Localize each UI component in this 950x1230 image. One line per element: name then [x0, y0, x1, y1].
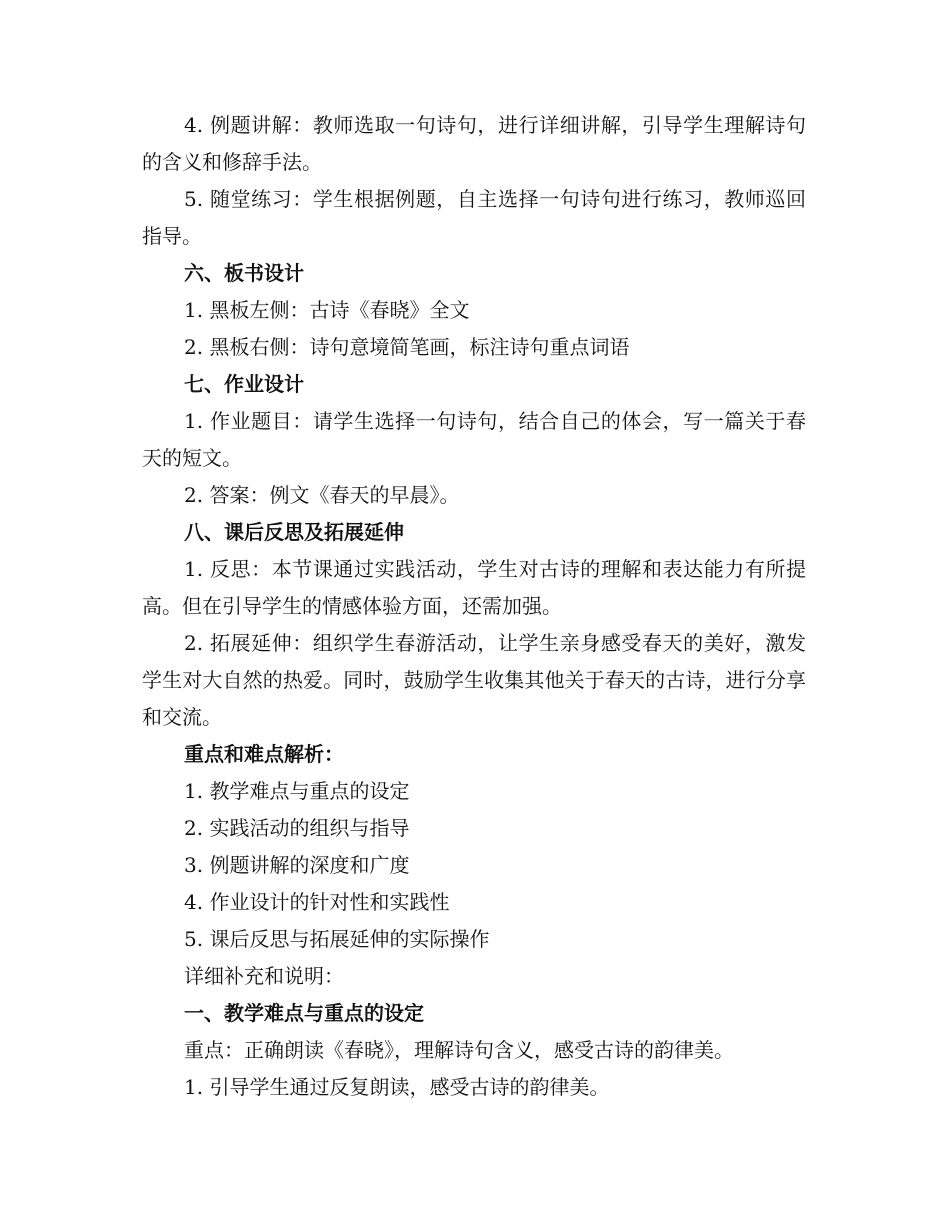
- list-item-key-point-3: 3. 例题讲解的深度和广度: [184, 853, 410, 877]
- heading-homework-design: 七、作业设计: [184, 372, 304, 396]
- heading-blackboard-design: 六、板书设计: [184, 261, 304, 285]
- paragraph-homework-answer: 2. 答案：例文《春天的早晨》。: [184, 483, 460, 507]
- paragraph-blackboard-left: 1. 黑板左侧：古诗《春晓》全文: [184, 298, 470, 322]
- paragraph-guide-reading: 1. 引导学生通过反复朗读，感受古诗的韵律美。: [184, 1075, 610, 1099]
- paragraph-homework-task: 1. 作业题目：请学生选择一句诗句，结合自己的体会，写一篇关于春天的短文。: [142, 409, 806, 470]
- paragraph-detailed-notes-label: 详细补充和说明：: [184, 964, 344, 988]
- paragraph-key-focus: 重点：正确朗读《春晓》，理解诗句含义，感受古诗的韵律美。: [184, 1038, 734, 1062]
- heading-key-difficult-points: 重点和难点解析：: [184, 742, 344, 766]
- paragraph-blackboard-right: 2. 黑板右侧：诗句意境简笔画，标注诗句重点词语: [184, 335, 630, 359]
- paragraph-reflection: 1. 反思：本节课通过实践活动，学生对古诗的理解和表达能力有所提高。但在引导学生的情感体验方面，还需加强。: [142, 557, 806, 618]
- list-item-key-point-4: 4. 作业设计的针对性和实践性: [184, 890, 450, 914]
- paragraph-extension: 2. 拓展延伸：组织学生春游活动，让学生亲身感受春天的美好，激发学生对大自然的热爱。同时，鼓励学生收集其他关于春天的古诗，进行分享和交流。: [142, 631, 806, 729]
- list-item-key-point-2: 2. 实践活动的组织与指导: [184, 816, 410, 840]
- paragraph-example-explanation: 4. 例题讲解：教师选取一句诗句，进行详细讲解，引导学生理解诗句的含义和修辞手法。: [142, 113, 806, 174]
- heading-difficulty-setting: 一、教学难点与重点的设定: [184, 1001, 424, 1025]
- document-body: [142, 107, 806, 1106]
- paragraph-class-practice: 5. 随堂练习：学生根据例题，自主选择一句诗句进行练习，教师巡回指导。: [142, 187, 806, 248]
- list-item-key-point-5: 5. 课后反思与拓展延伸的实际操作: [184, 927, 490, 951]
- list-item-key-point-1: 1. 教学难点与重点的设定: [184, 779, 410, 803]
- heading-reflection-extension: 八、课后反思及拓展延伸: [184, 520, 404, 544]
